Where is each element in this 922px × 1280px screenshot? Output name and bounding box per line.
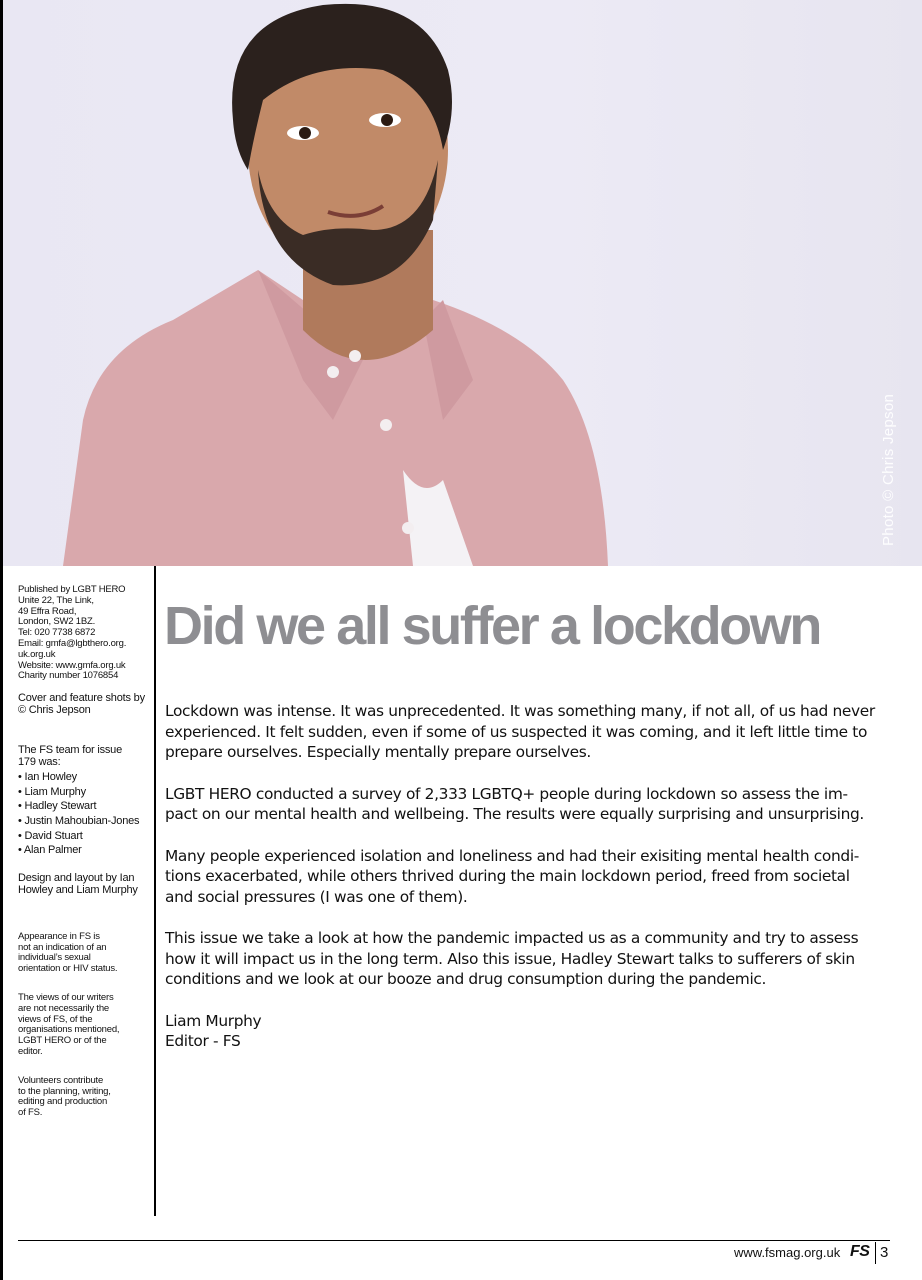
cover-credit-line: Cover and feature shots by <box>18 692 145 705</box>
team-member: • David Stuart <box>18 829 83 842</box>
views-line: views of FS, of the <box>18 1013 93 1025</box>
cover-credit-line: © Chris Jepson <box>18 704 91 717</box>
volunteers-line: Volunteers contribute <box>18 1074 104 1086</box>
article-headline: Did we all suffer a lockdown <box>164 596 820 656</box>
publisher-line: Tel: 020 7738 6872 <box>18 627 96 639</box>
page-number: 3 <box>880 1244 889 1261</box>
footer-website-link[interactable]: www.fsmag.org.uk <box>734 1245 841 1260</box>
team-member: • Ian Howley <box>18 771 77 784</box>
cover-credit <box>18 692 148 716</box>
views-line: are not necessarily the <box>18 1002 109 1014</box>
design-credit <box>18 872 148 896</box>
paragraph-line: LGBT HERO conducted a survey of 2,333 LGBTQ+ people during lockdown so assess the im- <box>165 784 848 803</box>
paragraph-line: Lockdown was intense. It was unprecedented. It was something many, if not all, of us had never <box>165 702 875 720</box>
team-member: • Hadley Stewart <box>18 800 97 813</box>
article-paragraph <box>165 784 905 825</box>
appearance-line: orientation or HIV status. <box>18 963 118 975</box>
article-paragraph <box>165 701 905 763</box>
team-member: • Liam Murphy <box>18 785 86 798</box>
publisher-line: Email: gmfa@lgbthero.org. <box>18 637 127 649</box>
appearance-line: individual’s sexual <box>18 952 91 964</box>
signature-name: Liam Murphy <box>165 1011 262 1030</box>
volunteers-note <box>18 1076 148 1119</box>
views-line: editor. <box>18 1045 43 1057</box>
paragraph-line: prepare ourselves. Especially mentally prepare ourselves. <box>165 743 591 761</box>
paragraph-line: how it will impact us in the long term. Also this issue, Hadley Stewart talks to sufferers of skin <box>165 949 855 968</box>
paragraph-line: conditions and we look at our booze and drug consumption during the pandemic. <box>165 970 767 988</box>
volunteers-line: to the planning, writing, <box>18 1085 111 1097</box>
appearance-line: Appearance in FS is <box>18 930 100 942</box>
signature-role: Editor - FS <box>165 1032 241 1050</box>
publisher-line: London, SW2 1BZ. <box>18 616 96 628</box>
paragraph-line: pact on our mental health and wellbeing. The results were equally surprising and unsurprising. <box>165 805 864 823</box>
publisher-info <box>18 585 148 682</box>
views-line: The views of our writers <box>18 991 114 1003</box>
design-line: Howley and Liam Murphy <box>18 883 138 896</box>
masthead-sidebar <box>18 585 148 1129</box>
appearance-line: not an indication of an <box>18 941 107 953</box>
cover-photo <box>3 0 922 566</box>
views-disclaimer <box>18 993 148 1058</box>
article-paragraph <box>165 928 905 990</box>
photo-credit: Photo © Chris Jepson <box>880 393 897 546</box>
views-line: LGBT HERO or of the <box>18 1035 107 1047</box>
editor-signature <box>165 1011 905 1052</box>
paragraph-line: and social pressures (I was one of them). <box>165 887 468 906</box>
sidebar-divider <box>154 566 156 1216</box>
footer-rule <box>18 1240 890 1241</box>
team-title-line: The FS team for issue <box>18 744 123 757</box>
volunteers-line: editing and production <box>18 1096 108 1108</box>
paragraph-line: Many people experienced isolation and loneliness and had their exisiting mental health condi- <box>165 846 859 865</box>
paragraph-line: tions exacerbated, while others thrived during the main lockdown period, freed from societal <box>165 867 850 885</box>
appearance-disclaimer <box>18 932 148 975</box>
portrait-illustration <box>3 0 922 566</box>
team-list <box>18 770 148 858</box>
publisher-line: uk.org.uk <box>18 648 56 660</box>
publisher-line: Website: www.gmfa.org.uk <box>18 659 126 671</box>
team-member: • Justin Mahoubian-Jones <box>18 814 140 827</box>
team-block <box>18 744 148 858</box>
article-paragraph <box>165 846 905 908</box>
publisher-line: Published by LGBT HERO <box>18 584 126 595</box>
fs-logo: FS <box>850 1243 870 1260</box>
design-line: Design and layout by Ian <box>18 871 135 884</box>
paragraph-line: This issue we take a look at how the pandemic impacted us as a community and try to assess <box>165 929 859 947</box>
paragraph-line: experienced. It felt sudden, even if some of us suspected it was coming, and it left little time to <box>165 722 868 741</box>
views-line: organisations mentioned, <box>18 1024 120 1036</box>
volunteers-line: of FS. <box>18 1107 43 1119</box>
publisher-line: Unite 22, The Link, <box>18 594 94 606</box>
team-title-line: 179 was: <box>18 756 61 769</box>
publisher-line: 49 Effra Road, <box>18 605 77 617</box>
team-member: • Alan Palmer <box>18 844 82 857</box>
footer-separator <box>875 1242 876 1264</box>
publisher-line: Charity number 1076854 <box>18 670 119 682</box>
article-body <box>165 701 905 1052</box>
